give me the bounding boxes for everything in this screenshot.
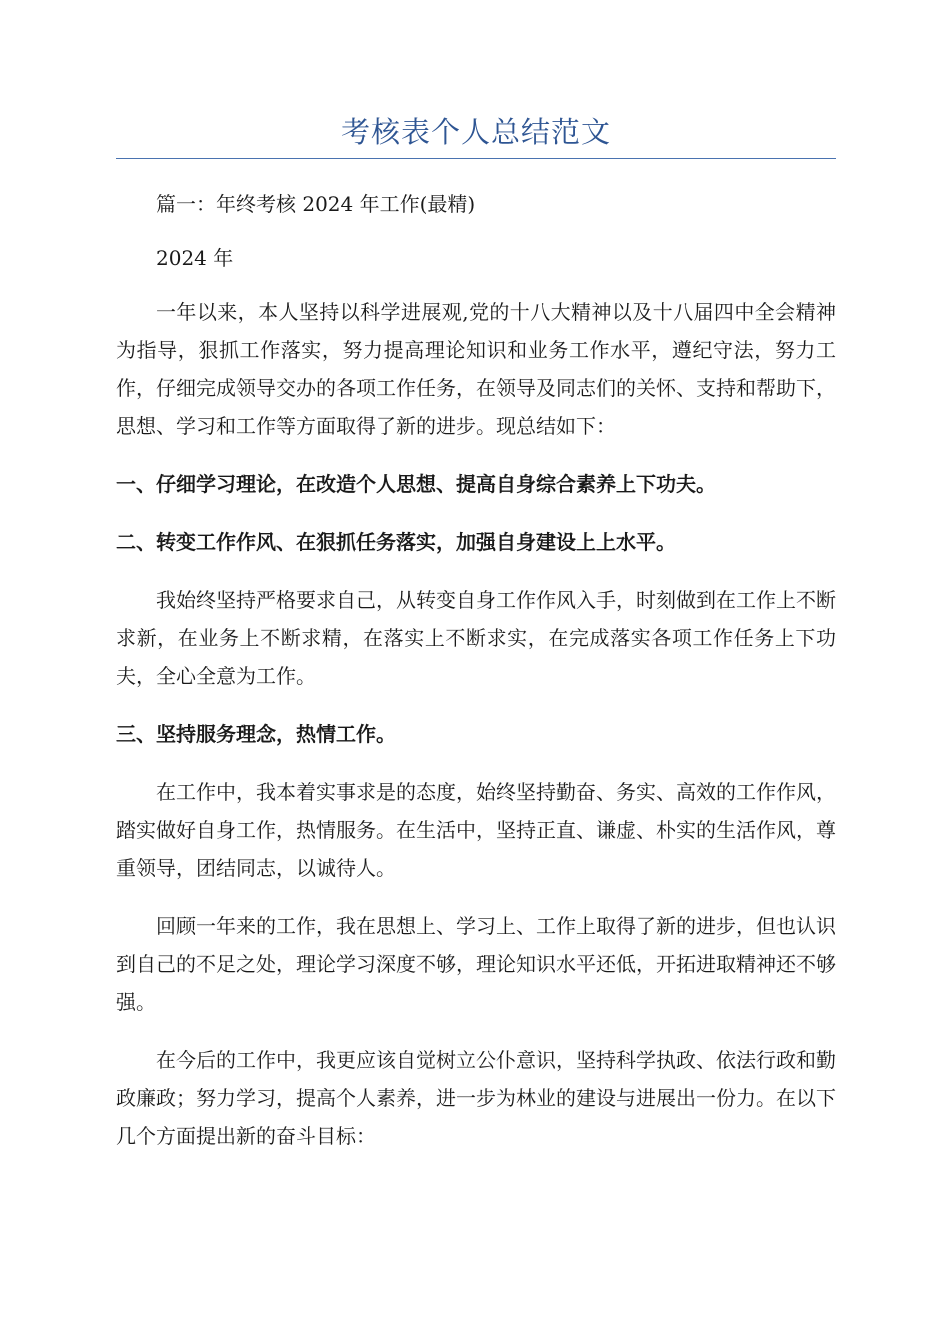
paragraph-work-style: 我始终坚持严格要求自己，从转变自身工作作风入手，时刻做到在工作上不断求新，在业务上不断求精，在落实上不断求实，在完成落实各项工作任务上下功夫，全心全意为工作。 — [116, 588, 836, 688]
document-page — [116, 0, 836, 1155]
paragraph-service: 在工作中，我本着实事求是的态度，始终坚持勤奋、务实、高效的工作作风，踏实做好自身工作，热情服务。在生活中，坚持正直、谦虚、朴实的生活作风，尊重领导，团结同志，以诚待人。 — [116, 780, 836, 880]
subtitle-line: 篇一：年终考核 2024 年工作(最精) — [156, 192, 476, 216]
heading-three: 三、坚持服务理念，热情工作。 — [116, 722, 396, 746]
heading-two: 二、转变工作作风、在狠抓任务落实，加强自身建设上上水平。 — [116, 530, 676, 554]
paragraph-future: 在今后的工作中，我更应该自觉树立公仆意识，坚持科学执政、依法行政和勤政廉政；努力学习，提高个人素养，进一步为林业的建设与进展出一份力。在以下几个方面提出新的奋斗目标： — [116, 1048, 836, 1148]
document-title: 考核表个人总结范文 — [340, 115, 611, 149]
heading-one: 一、仔细学习理论，在改造个人思想、提高自身综合素养上下功夫。 — [116, 472, 716, 496]
year-line: 2024 年 — [156, 246, 234, 270]
intro-paragraph: 一年以来，本人坚持以科学进展观,党的十八大精神以及十八届四中全会精神为指导，狠抓工作落实，努力提高理论知识和业务工作水平，遵纪守法，努力工作，仔细完成领导交办的各项工作任务，在领导及同志们的关怀、支持和帮助下，思想、学习和工作等方面取得了新的进步。现总结如下： — [116, 300, 836, 438]
title-underline — [116, 158, 836, 159]
paragraph-review: 回顾一年来的工作，我在思想上、学习上、工作上取得了新的进步，但也认识到自己的不足之处，理论学习深度不够，理论知识水平还低，开拓进取精神还不够强。 — [116, 914, 836, 1014]
